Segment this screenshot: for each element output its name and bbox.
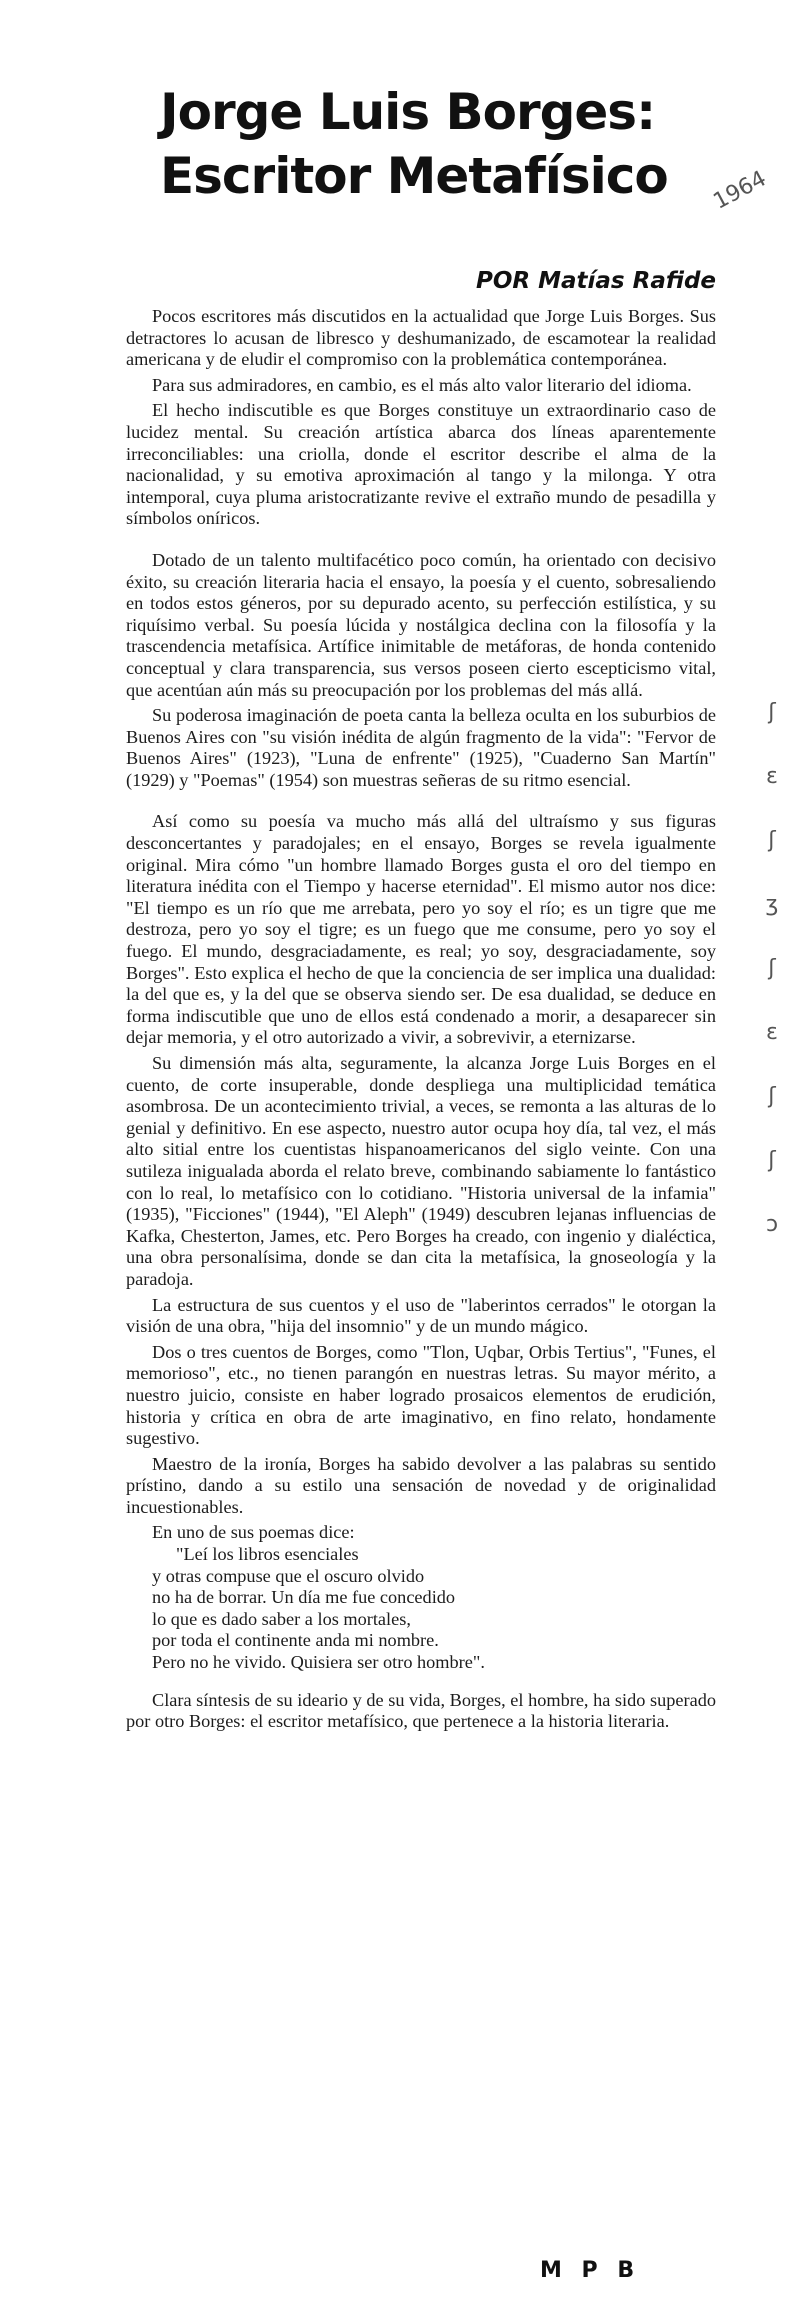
paragraph-8: La estructura de sus cuentos y el uso de "laberintos cerrados" le otorgan la visión de una obra, "hija del insomnio" y de un mundo mágico. [126, 1294, 716, 1337]
margin-mark: ʃ [768, 700, 776, 725]
margin-pencil-marks [752, 700, 792, 1276]
paragraph-7: Su dimensión más alta, seguramente, la alcanza Jorge Luis Borges en el cuento, de corte insuperable, donde despliega una multiplicidad temática asombrosa. De un acontecimiento trivial, a veces, se remonta a las alturas de lo genial y definitivo. En ese aspecto, nuestro autor ocupa hoy día, tal vez, el más alto sitial entre los cuentistas hispanoamericanos del siglo veinte. Con una sutileza inigualada aborda el relato breve, combinando sabiamente lo fantástico con lo real, lo metafísico con lo cotidiano. "Historia universal de la infamia" (1935), "Ficciones" (1944), "El Aleph" (1949) descubren lejanas influencias de Kafka, Chesterton, James, etc. Pero Borges ha creado, con ingenio y dialéctica, una obra personalísima, donde se dan cita la metafísica, la gnoseología y la paradoja. [126, 1053, 716, 1289]
paragraph-10: Maestro de la ironía, Borges ha sabido devolver a las palabras su sentido prístino, dando a su estilo una sensación de novedad y de originalidad incuestionables. [126, 1453, 716, 1517]
margin-mark: ʃ [768, 956, 776, 981]
poem-line: "Leí los libros esenciales [176, 1544, 359, 1565]
margin-mark: ʃ [768, 1084, 776, 1109]
title-line-1: Jorge Luis Borges: [160, 83, 656, 141]
poem-intro: En uno de sus poemas dice: [152, 1522, 355, 1543]
handwritten-year-note: 1964 [709, 166, 771, 215]
poem-line: y otras compuse que el oscuro olvido [152, 1565, 425, 1586]
paragraph-5: Su poderosa imaginación de poeta canta la belleza oculta en los suburbios de Buenos Aires con "su visión inédita de algún fragmento de la vida": "Fervor de Buenos Aires" (1923), "Luna de enfrente" (1925), "Cuaderno San Martín" (1929) y "Poemas" (1954) son muestras señeras de su ritmo esencial. [126, 705, 716, 790]
margin-mark: ɔ [765, 1212, 779, 1237]
closing-paragraph: Clara síntesis de su ideario y de su vida, Borges, el hombre, ha sido superado por otro Borges: el escritor metafísico, que pertenece a la historia literaria. [126, 1689, 716, 1732]
article-title [160, 80, 668, 208]
margin-mark: ʃ [768, 828, 776, 853]
margin-mark: ɛ [766, 1020, 778, 1045]
poem-quote [126, 1522, 716, 1673]
footer-initials: M P B [540, 2258, 641, 2283]
paragraph-6: Así como su poesía va mucho más allá del ultraísmo y sus figuras desconcertantes y paradojales; en el ensayo, Borges se revela igualmente original. Mira cómo "un hombre llamado Borges gusta el oro del tiempo en literatura inédita con el Tiempo y hacerse eternidad". El mismo autor nos dice: "El tiempo es un río que me arrebata, pero yo soy el río; es un tigre que me destroza, pero yo soy el tigre; es un fuego que me consume, pero yo soy el fuego. El mundo, desgraciadamente, es real; yo soy, desgraciadamente, soy Borges". Esto explica el hecho de que la conciencia de ser implica una dualidad: la del que es, y la del que se observa siendo ser. De esa dualidad, se deduce en forma indiscutible que uno de ellos está condenado a morir, a desaparecer sin dejar memoria, y el otro autorizado a vivir, a sobrevivir, a eternizarse. [126, 811, 716, 1048]
poem-line: por toda el continente anda mi nombre. [152, 1630, 439, 1651]
margin-mark: ʃ [768, 1148, 776, 1173]
paragraph-1: Pocos escritores más discutidos en la actualidad que Jorge Luis Borges. Sus detractores lo acusan de libresco y deshumanizado, de escamotear la realidad americana y de eludir el compromiso con la problemática contemporánea. [126, 306, 716, 370]
poem-line: lo que es dado saber a los mortales, [152, 1608, 411, 1629]
byline: POR Matías Rafide [476, 268, 717, 294]
paragraph-2: Para sus admiradores, en cambio, es el más alto valor literario del idioma. [152, 374, 692, 395]
paragraph-4: Dotado de un talento multifacético poco común, ha orientado con decisivo éxito, su creación literaria hacia el ensayo, la poesía y el cuento, sobresaliendo en todos estos géneros, por su depurado acento, su perfección estilística, y su riquísimo verbal. Su poesía lúcida y nostálgica declina con la filosofía y la trascendencia metafísica. Artífice inimitable de metáforas, de honda contenido conceptual y clara transparencia, sus versos poseen cierto escepticismo vital, que acentúan aún más su preocupación por los problemas del más allá. [126, 549, 716, 700]
title-line-2: Escritor Metafísico [160, 147, 668, 205]
margin-mark: ɛ [766, 764, 778, 789]
margin-mark: ʒ [765, 892, 779, 917]
paragraph-9: Dos o tres cuentos de Borges, como "Tlon, Uqbar, Orbis Tertius", "Funes, el memorioso", etc., no tienen parangón en nuestras letras. Su mayor mérito, a nuestro juicio, consiste en haber logrado prosaicos elementos de erudición, historia y crítica en obra de arte imaginativo, en fino relato, hondamente sugestivo. [126, 1341, 716, 1449]
article-body [126, 306, 716, 1737]
paragraph-3: El hecho indiscutible es que Borges constituye un extraordinario caso de lucidez mental. Su creación artística abarca dos líneas aparentemente irreconciliables: una criolla, donde el escritor describe el alma de la nacionalidad, y su emotiva aproximación al tango y la milonga. Y otra intemporal, cuya pluma aristocratizante revive el extraño mundo de pesadilla y símbolos oníricos. [126, 400, 716, 529]
poem-line: no ha de borrar. Un día me fue concedido [152, 1587, 456, 1608]
poem-line: Pero no he vivido. Quisiera ser otro hombre". [152, 1652, 485, 1673]
